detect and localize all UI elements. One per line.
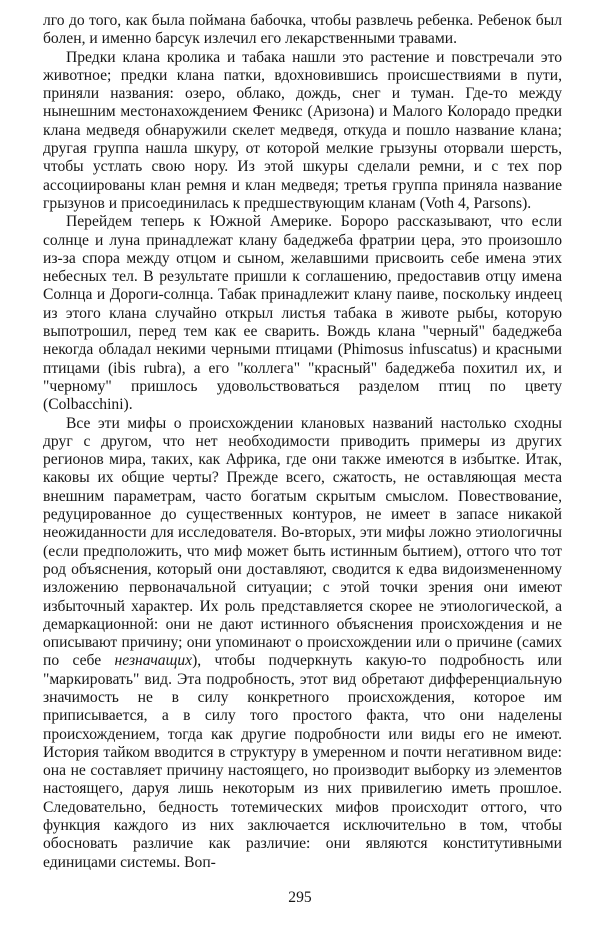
page-number: 295 [288, 889, 312, 906]
paragraph [43, 12, 562, 49]
paragraph-text: Перейдем теперь к Южной Америке. Бороро рассказывают, что если солнце и луна принадлежат клану бадеджеба фратрии цера, это произошло из-за спора между отцом и сыном, желавшими присвоить себе имена этих небесных тел. В результате пришли к соглашению, предоставив отцу имена Солнца и Дороги-солнца. Табак принадлежит клану паиве, поскольку индеец из этого клана случайно открыл листья табака в животе рыбы, которую выпотрошил, перед тем как ее сварить. Вождь клана "черный" бадеджеба некогда обладал некими черными птицами (Phimosus infuscatus) и красными птицами (ibis rubra), а его "коллега" "красный" бадеджеба похитил их, и "черному" пришлось удовольствоваться разделом птиц по цвету (Colbacchini). [43, 213, 562, 414]
paragraph [43, 49, 562, 214]
body-text [43, 12, 562, 872]
italic-term: незначащих [114, 652, 193, 670]
paragraph-text: Предки клана кролика и табака нашли это растение и повстречали это животное; предки клана патки, вдохновившись происшествиями в пути, приняли названия: озеро, облако, дождь, снег и туман. Где-то между нынешним местонахождением Феникс (Аризона) и Малого Колорадо предки клана медведя обнаружили скелет медведя, откуда и пошло название клана; другая группа нашла шкуру, от которой мелкие грызуны оторвали шерсть, чтобы устлать свою нору. Из этой шкуры сделали ремни, и с тех пор ассоциированы клан ремня и клан медведя; третья группа приняла название грызунов и присоединилась к предшествующим кланам (Voth 4, Parsons). [43, 48, 562, 212]
paragraph [43, 415, 562, 872]
paragraph [43, 213, 562, 414]
paragraph-text: Все эти мифы о происхождении клановых названий настолько сходны друг с другом, что нет необходимости приводить примеры из других регионов мира, таких, как Африка, где они также имеются в избытке. Итак, каковы их общие черты? Прежде всего, сжатость, не оставляющая места внешним параметрам, часто богатым скрытым смыслом. Повествование, редуцированное до существенных контуров, не имеет в запасе никакой неожиданности для исследователя. Во-вторых, эти мифы ложно этиологичны (если предположить, что миф может быть истинным бытием), оттого что тот род объяснения, который они доставляют, сводится к едва видоизмененному изложению первоначальной ситуации; с этой точки зрения они имеют избыточный характер. Их роль представляется скорее не этиологической, а демаркационной: они не дают истинного объяснения происхождения и не описывают причину; они упоминают о происхождении или о причине (самих по себе [43, 414, 562, 670]
paragraph-text: лго до того, как была поймана бабочка, чтобы развлечь ребенка. Ребенок был болен, и именно барсук излечил его лекарственными травами. [43, 12, 562, 48]
paragraph-text: ), чтобы подчеркнуть какую-то подробность или "маркировать" вид. Эта подробность, этот вид обретают дифференциальную значимость не в силу конкретного происхождения, которое им приписывается, а в силу того простого факта, что они наделены происхождением, тогда как другие подробности или виды его не имеют. История тайком вводится в структуру в умеренном и почти негативном виде: она не составляет причину настоящего, но производит выборку из элементов настоящего, даруя лишь некоторым из них привилегию иметь прошлое. Следовательно, бедность тотемических мифов происходит оттого, что функция каждого из них заключается исключительно в том, чтобы обосновать различие как различие: они являются конститутивными единицами системы. Воп- [43, 652, 562, 871]
